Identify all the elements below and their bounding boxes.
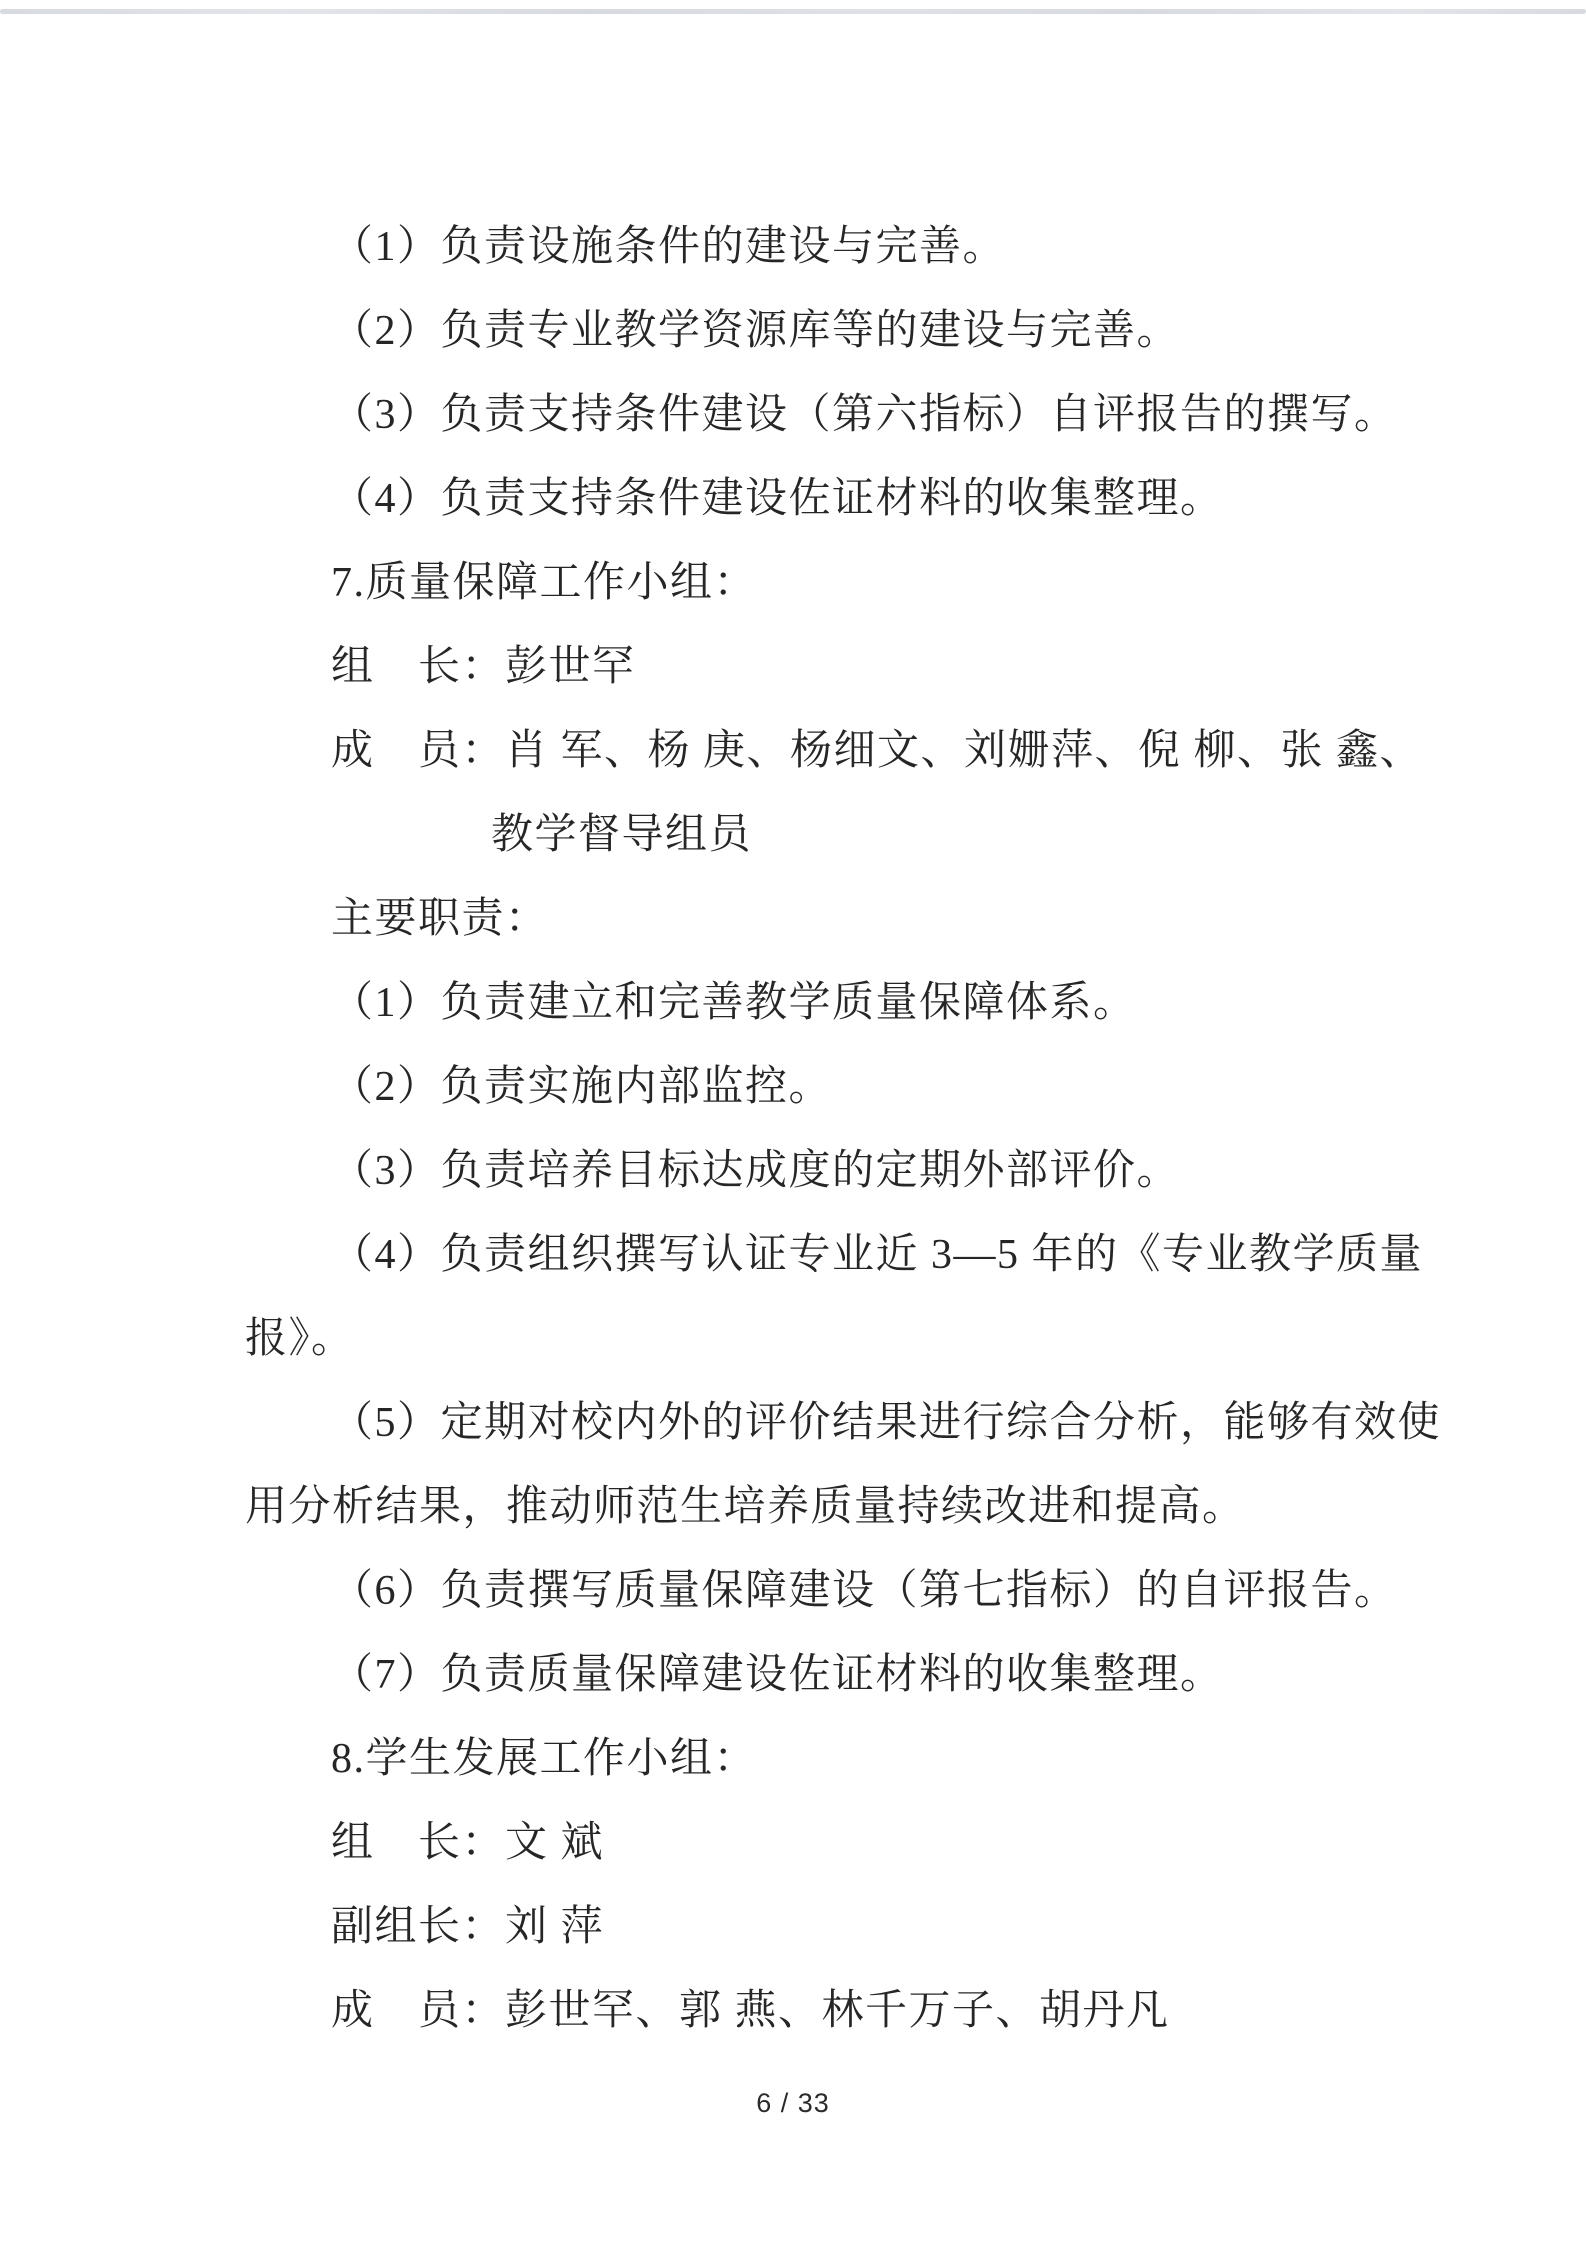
document-line: （2）负责专业教学资源库等的建设与完善。: [331, 308, 1181, 354]
document-line: （2）负责实施内部监控。: [331, 1064, 833, 1110]
document-line: （5）定期对校内外的评价结果进行综合分析，能够有效使: [331, 1400, 1442, 1446]
document-line: （1）负责建立和完善教学质量保障体系。: [331, 980, 1137, 1026]
document-line: （4）负责组织撰写认证专业近 3—5 年的《专业教学质量: [331, 1232, 1424, 1278]
document-body: [245, 205, 1442, 2053]
document-line: 7.质量保障工作小组：: [331, 560, 758, 606]
document-line: 报》。: [245, 1316, 355, 1362]
document-line: 副组长：刘 萍: [331, 1904, 605, 1950]
document-line: 成 员：肖 军、杨 庚、杨细文、刘姗萍、倪 柳、张 鑫、: [331, 728, 1424, 774]
document-line: 主要职责：: [331, 896, 549, 942]
page-footer: [0, 2088, 1586, 2119]
document-line: （1）负责设施条件的建设与完善。: [331, 224, 1007, 270]
document-line: （3）负责支持条件建设（第六指标）自评报告的撰写。: [331, 392, 1398, 438]
document-line: 组 长：彭世罕: [331, 644, 636, 690]
document-line: （6）负责撰写质量保障建设（第七指标）的自评报告。: [331, 1568, 1398, 1614]
page-number: 6 / 33: [756, 2088, 830, 2118]
document-line: 用分析结果，推动师范生培养质量持续改进和提高。: [245, 1484, 1246, 1530]
document-line: （4）负责支持条件建设佐证材料的收集整理。: [331, 476, 1224, 522]
document-line: （7）负责质量保障建设佐证材料的收集整理。: [331, 1652, 1224, 1698]
scan-edge-artifact: [0, 9, 1586, 14]
document-line: 成 员：彭世罕、郭 燕、林千万子、胡丹凡: [331, 1988, 1170, 2034]
document-line: （3）负责培养目标达成度的定期外部评价。: [331, 1148, 1181, 1194]
document-line: 8.学生发展工作小组：: [331, 1736, 758, 1782]
document-line: 组 长：文 斌: [331, 1820, 605, 1866]
document-line: 教学督导组员: [491, 812, 753, 858]
